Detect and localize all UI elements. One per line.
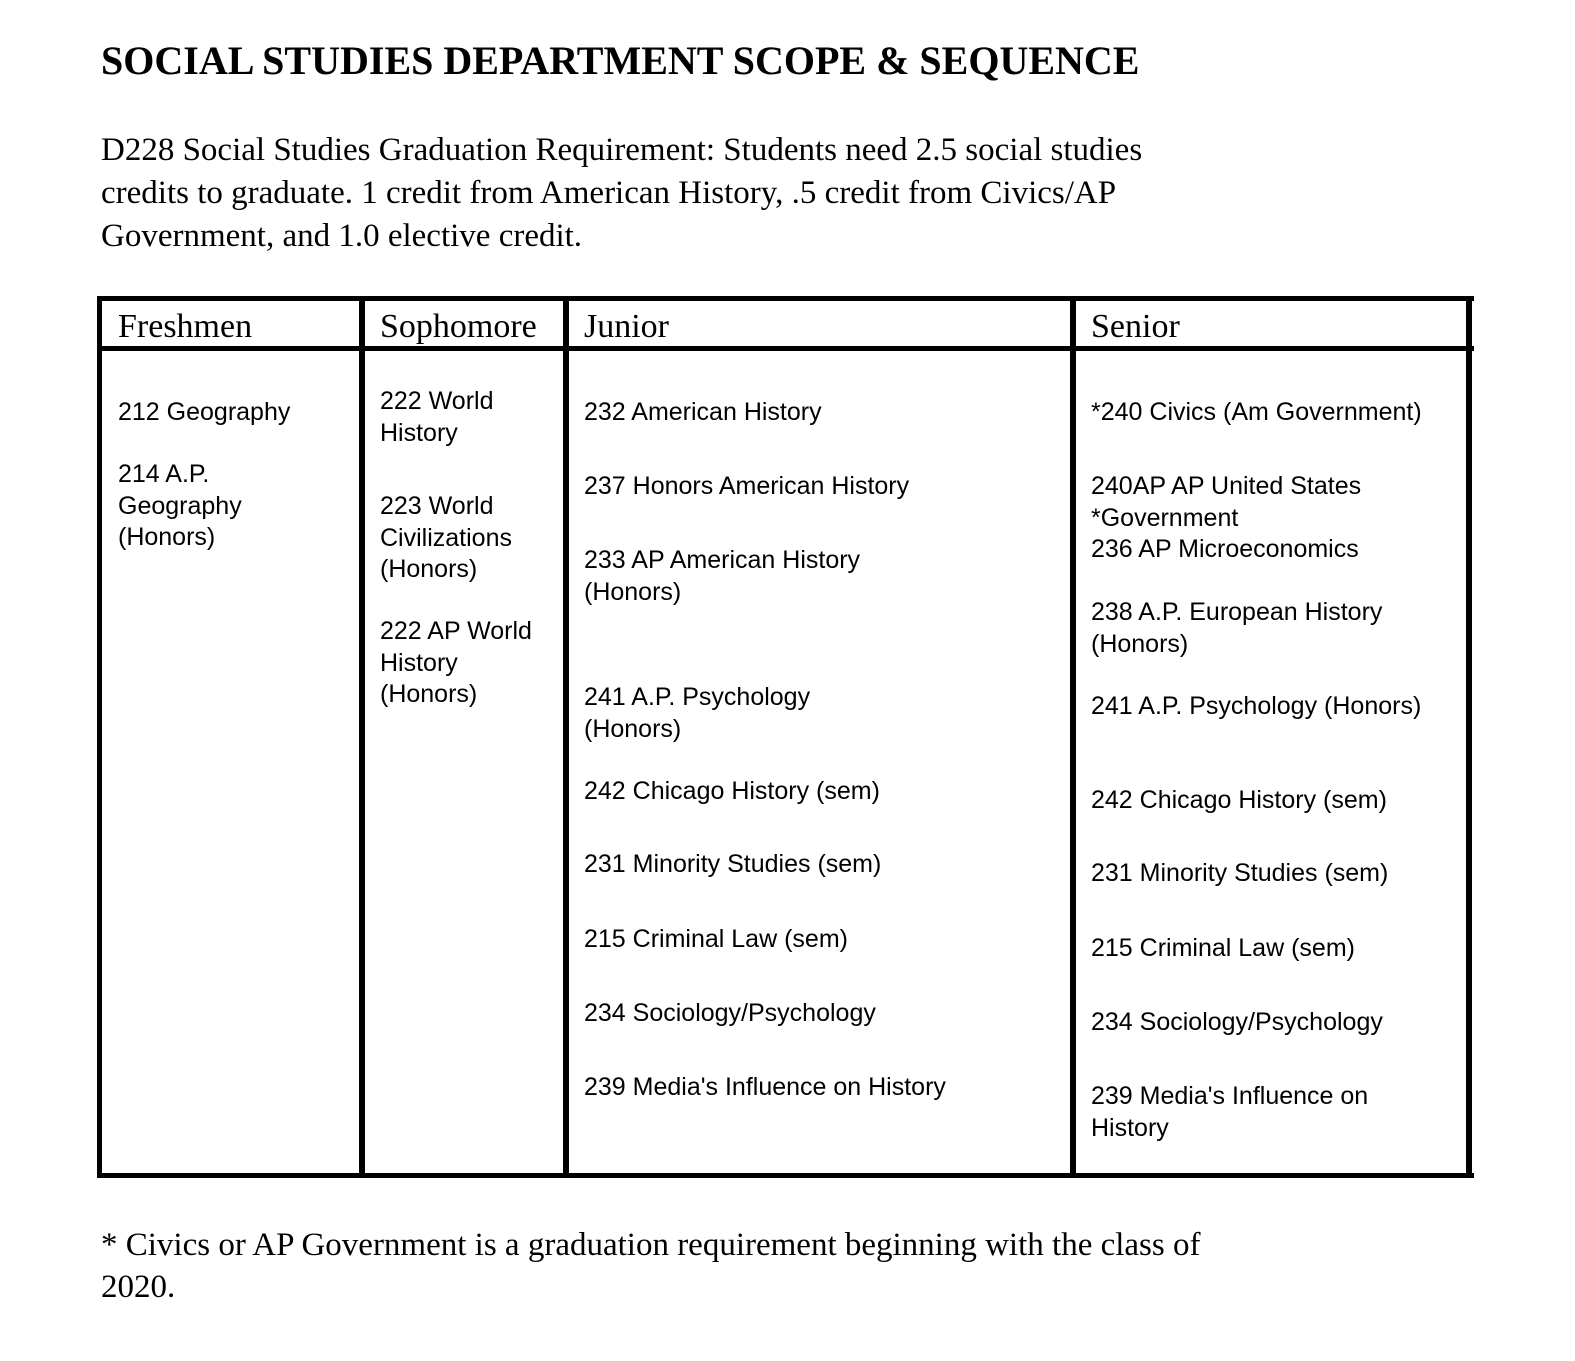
column-divider	[1070, 296, 1076, 1178]
column-divider	[359, 296, 365, 1178]
graduation-requirement-text	[101, 129, 1281, 258]
course-line: (Honors)	[584, 577, 682, 606]
column-header-senior: Senior	[1091, 308, 1180, 345]
course-entry	[584, 924, 848, 956]
footnote	[101, 1224, 1401, 1308]
course-line: 212 Geography	[118, 398, 291, 426]
table-border-bottom	[97, 1173, 1474, 1178]
course-entry	[584, 998, 876, 1030]
course-line: 222 AP World	[380, 617, 532, 645]
course-line: History	[380, 648, 458, 677]
course-line: 222 World	[380, 387, 494, 415]
course-line: Civilizations	[380, 523, 512, 552]
course-line: 233 AP American History	[584, 546, 861, 574]
course-entry	[380, 616, 532, 711]
page-title: SOCIAL STUDIES DEPARTMENT SCOPE & SEQUENCE	[101, 38, 1140, 83]
course-entry	[584, 1072, 946, 1104]
footnote-line: * Civics or AP Government is a graduation requirement beginning with the class of	[101, 1227, 1201, 1263]
course-line: 215 Criminal Law (sem)	[584, 925, 848, 953]
footnote-line: 2020.	[101, 1269, 176, 1305]
course-line: 239 Media's Influence on History	[584, 1073, 946, 1101]
course-line: 214 A.P.	[118, 460, 210, 488]
course-entry	[1091, 933, 1355, 965]
course-entry	[1091, 597, 1382, 660]
course-entry	[1091, 858, 1388, 890]
course-line: History	[1091, 1113, 1169, 1142]
course-line: 232 American History	[584, 398, 822, 426]
course-line: 215 Criminal Law (sem)	[1091, 934, 1355, 962]
course-line: (Honors)	[380, 680, 478, 708]
course-entry	[584, 776, 880, 808]
column-header-freshmen: Freshmen	[118, 308, 253, 345]
table-header-divider	[97, 346, 1474, 351]
course-entry	[118, 397, 290, 429]
course-line: 223 World	[380, 492, 494, 520]
course-line: 231 Minority Studies (sem)	[584, 850, 882, 878]
course-line: *Government	[1091, 503, 1239, 532]
course-line: 239 Media's Influence on	[1091, 1082, 1369, 1110]
course-entry	[1091, 534, 1359, 566]
course-entry	[1091, 1081, 1368, 1144]
table-border-right	[1466, 296, 1472, 1178]
table-border-top	[97, 296, 1474, 301]
course-entry	[1091, 691, 1421, 723]
course-entry	[1091, 785, 1387, 817]
course-entry	[584, 471, 909, 503]
column-divider	[563, 296, 569, 1178]
course-entry	[380, 491, 512, 586]
column-header-sophomore: Sophomore	[380, 308, 537, 345]
course-line: History	[380, 418, 458, 447]
table-border-left	[97, 296, 102, 1178]
intro-line: Government, and 1.0 elective credit.	[101, 218, 583, 254]
course-line: 234 Sociology/Psychology	[584, 999, 876, 1027]
course-line: (Honors)	[1091, 629, 1189, 658]
course-entry	[1091, 1007, 1383, 1039]
course-line: 241 A.P. Psychology	[584, 683, 811, 711]
course-line: 236 AP Microeconomics	[1091, 535, 1359, 563]
course-line: *240 Civics (Am Government)	[1091, 398, 1422, 426]
column-header-junior: Junior	[584, 308, 669, 345]
course-entry	[584, 849, 881, 881]
course-entry	[1091, 397, 1422, 429]
course-line: 242 Chicago History (sem)	[1091, 786, 1387, 814]
course-entry	[584, 682, 810, 745]
course-line: 234 Sociology/Psychology	[1091, 1008, 1383, 1036]
course-line: 241 A.P. Psychology (Honors)	[1091, 692, 1422, 720]
course-line: 231 Minority Studies (sem)	[1091, 859, 1389, 887]
course-line: 240AP AP United States	[1091, 472, 1362, 500]
course-line: Geography	[118, 491, 242, 520]
course-line: (Honors)	[380, 555, 478, 583]
intro-line: credits to graduate. 1 credit from American History, .5 credit from Civics/AP	[101, 175, 1117, 211]
course-entry	[584, 397, 822, 429]
course-entry	[1091, 471, 1361, 534]
course-line: (Honors)	[584, 714, 682, 743]
course-entry	[380, 386, 494, 449]
course-line: 238 A.P. European History	[1091, 598, 1383, 626]
course-line: 242 Chicago History (sem)	[584, 777, 880, 805]
course-line: (Honors)	[118, 523, 216, 551]
course-line: 237 Honors American History	[584, 472, 910, 500]
course-entry	[584, 545, 860, 608]
intro-line: D228 Social Studies Graduation Requirement: Students need 2.5 social studies	[101, 132, 1143, 168]
course-entry	[118, 459, 242, 554]
